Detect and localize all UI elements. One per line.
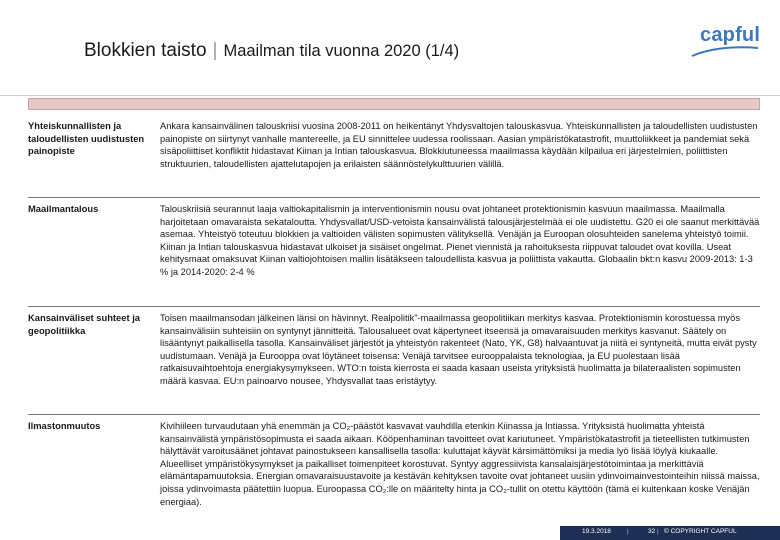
footer-separator: |	[627, 528, 629, 535]
capful-logo	[690, 20, 760, 60]
page-number: 32	[648, 528, 656, 535]
table-header-bar	[28, 98, 760, 110]
slide-title	[84, 40, 604, 62]
content-table	[28, 98, 760, 524]
title-separator: |	[212, 40, 218, 61]
page-title: Blokkien taisto	[84, 40, 207, 61]
footer-separator: |	[657, 528, 659, 535]
row-label: Yhteiskunnallisten ja taloudellisten uudistusten painopiste	[28, 120, 145, 157]
table-row	[28, 415, 760, 524]
row-label: Maailmantalous	[28, 203, 99, 214]
footer	[0, 526, 780, 540]
row-text: Ankara kansainvälinen talouskriisi vuosina 2008-2011 on heikentänyt Yhdysvaltojen talouskasvua. Yhteiskunnallisten ja taloudellisten uudistusten painopiste on siirtynyt vanhalle mantereelle, ja EU sinnittelee uudessa roolissaan. Aasian ympäristökatastrofit, muuttoliikkeet ja pandemiat sekä sisäpoliittiset konfliktit hidastavat Kiinan ja Intian talouskasvua. Blokkiutuneessa maailmassa käydään kilpailua eri järjestelmien, poliittisten struktuurien, taloudellisten ajattelutapojen ja erilaisten säännöstelykulttuurien välillä.	[160, 121, 758, 169]
footer-copyright: © COPYRIGHT CAPFUL	[664, 528, 737, 535]
table-row	[28, 307, 760, 415]
row-text: Kivihiileen turvaudutaan yhä enemmän ja CO₂-päästöt kasvavat vauhdilla etenkin Kiinassa ja Intiassa. Yrityksistä huolimatta yhteistä kansainvälistä ympäristösopimusta ei saada aikaan. Kööpenhaminan tavoitteet ovat kariutuneet. Ympäristökatastrofit ja tieteellisten tutkimusten hälyttävät varoitusäänet johtavat painostukseen kansallisella tasolla: kuluttajat käyvät kärsimättömiksi ja media lyö lisää löylyä kiukaalle. Alueelliset ympäristökysymykset ja paikalliset toimenpiteet korostuvat. Syntyy aggressiivista kansalaisjärjestötoimintaa ja merkittäviä elämäntapamuutoksia. Energian omavaraisuustavoite ja kestävän kehityksen tavoite ovat johtaneet uusiin ydinvoimainvestointeihin niissä maissa, joissa ydinvoimasta päätettiin luopua. Euroopassa CO₂:lle on määritelty hinta ja CO₂-tullit on otettu käyttöön (tämä ei kuitenkaan koske Venäjän energiaa).	[160, 421, 760, 507]
table-row	[28, 115, 760, 198]
title-band	[0, 68, 780, 96]
row-text: Toisen maailmansodan jälkeinen länsi on hävinnyt. Realpolitik"-maailmassa geopolitiikan merkitys kasvaa. Protektionismin korostuessa myös kansainvälisiin suhteisiin on syntynyt jännitteitä. Talousalueet ovat käpertyneet itseensä ja omavaraisuuden merkitys kasvanut. Säätely on lisääntynyt paikallisella tasolla. Kansainväliset järjestöt ja yhteistyön rakenteet (Nato, YK, G8) halvaantuvat ja niitä ei syntyneitä, mutta eivät pysty uudistumaan. Venäjä ja Eurooppa ovat löytäneet toisensa: Venäjä tarvitsee eurooppalaista teknologiaa, ja EU puolestaan lisää ratkaisuvaihtoehtoja energiakysymykseen. WTO:n toista kierrosta ei saada kasaan useista yrityksistä huolimatta ja bilateraalisten sopimusten määrä kasvaa. EU:n painoarvo nousee, Yhdysvallat taas eristäytyy.	[160, 313, 757, 386]
table-row	[28, 198, 760, 307]
logo-swoosh-icon	[690, 42, 760, 60]
logo-text: capful	[700, 24, 761, 46]
row-label: Kansainväliset suhteet ja geopolitiikka	[28, 312, 141, 336]
page-subtitle: Maailman tila vuonna 2020 (1/4)	[223, 42, 460, 60]
row-label: Ilmastonmuutos	[28, 420, 101, 431]
row-text: Talouskriisiä seurannut laaja valtiokapitalismin ja interventionismin nousu ovat johtaneet protektionismin kasvuun maailmassa. Maailmalla harjoitetaan omavaraista sekataloutta. Yhdysvallat/USD-vetoista kansainvälistä talousjärjestelmää ei ole uudistettu. G20 ei ole saanut merkittävää asemaa. Yhteistyö toteutuu blokkien ja valtioiden välisten sopimusten välityksellä. Venäjän ja Euroopan olosuhteiden sanelema yhteistyö toimii. Kiinan ja Intian talouskasvua hidastavat ulkoiset ja sisäiset ongelmat. Pienet viennistä ja rahoituksesta riippuvat taloudet ovat kovilla. Useat kehitysmaat omaksuvat Kiinan valtiojohtoisen mallin lisätäkseen taloudellista kasvua ja poliittista vakautta. Globaalin bkt:n kasvu 2009-2013: 1-3 % ja 2014-2020: 2-4 %	[160, 204, 760, 277]
footer-date: 19.3.2018	[582, 528, 611, 535]
